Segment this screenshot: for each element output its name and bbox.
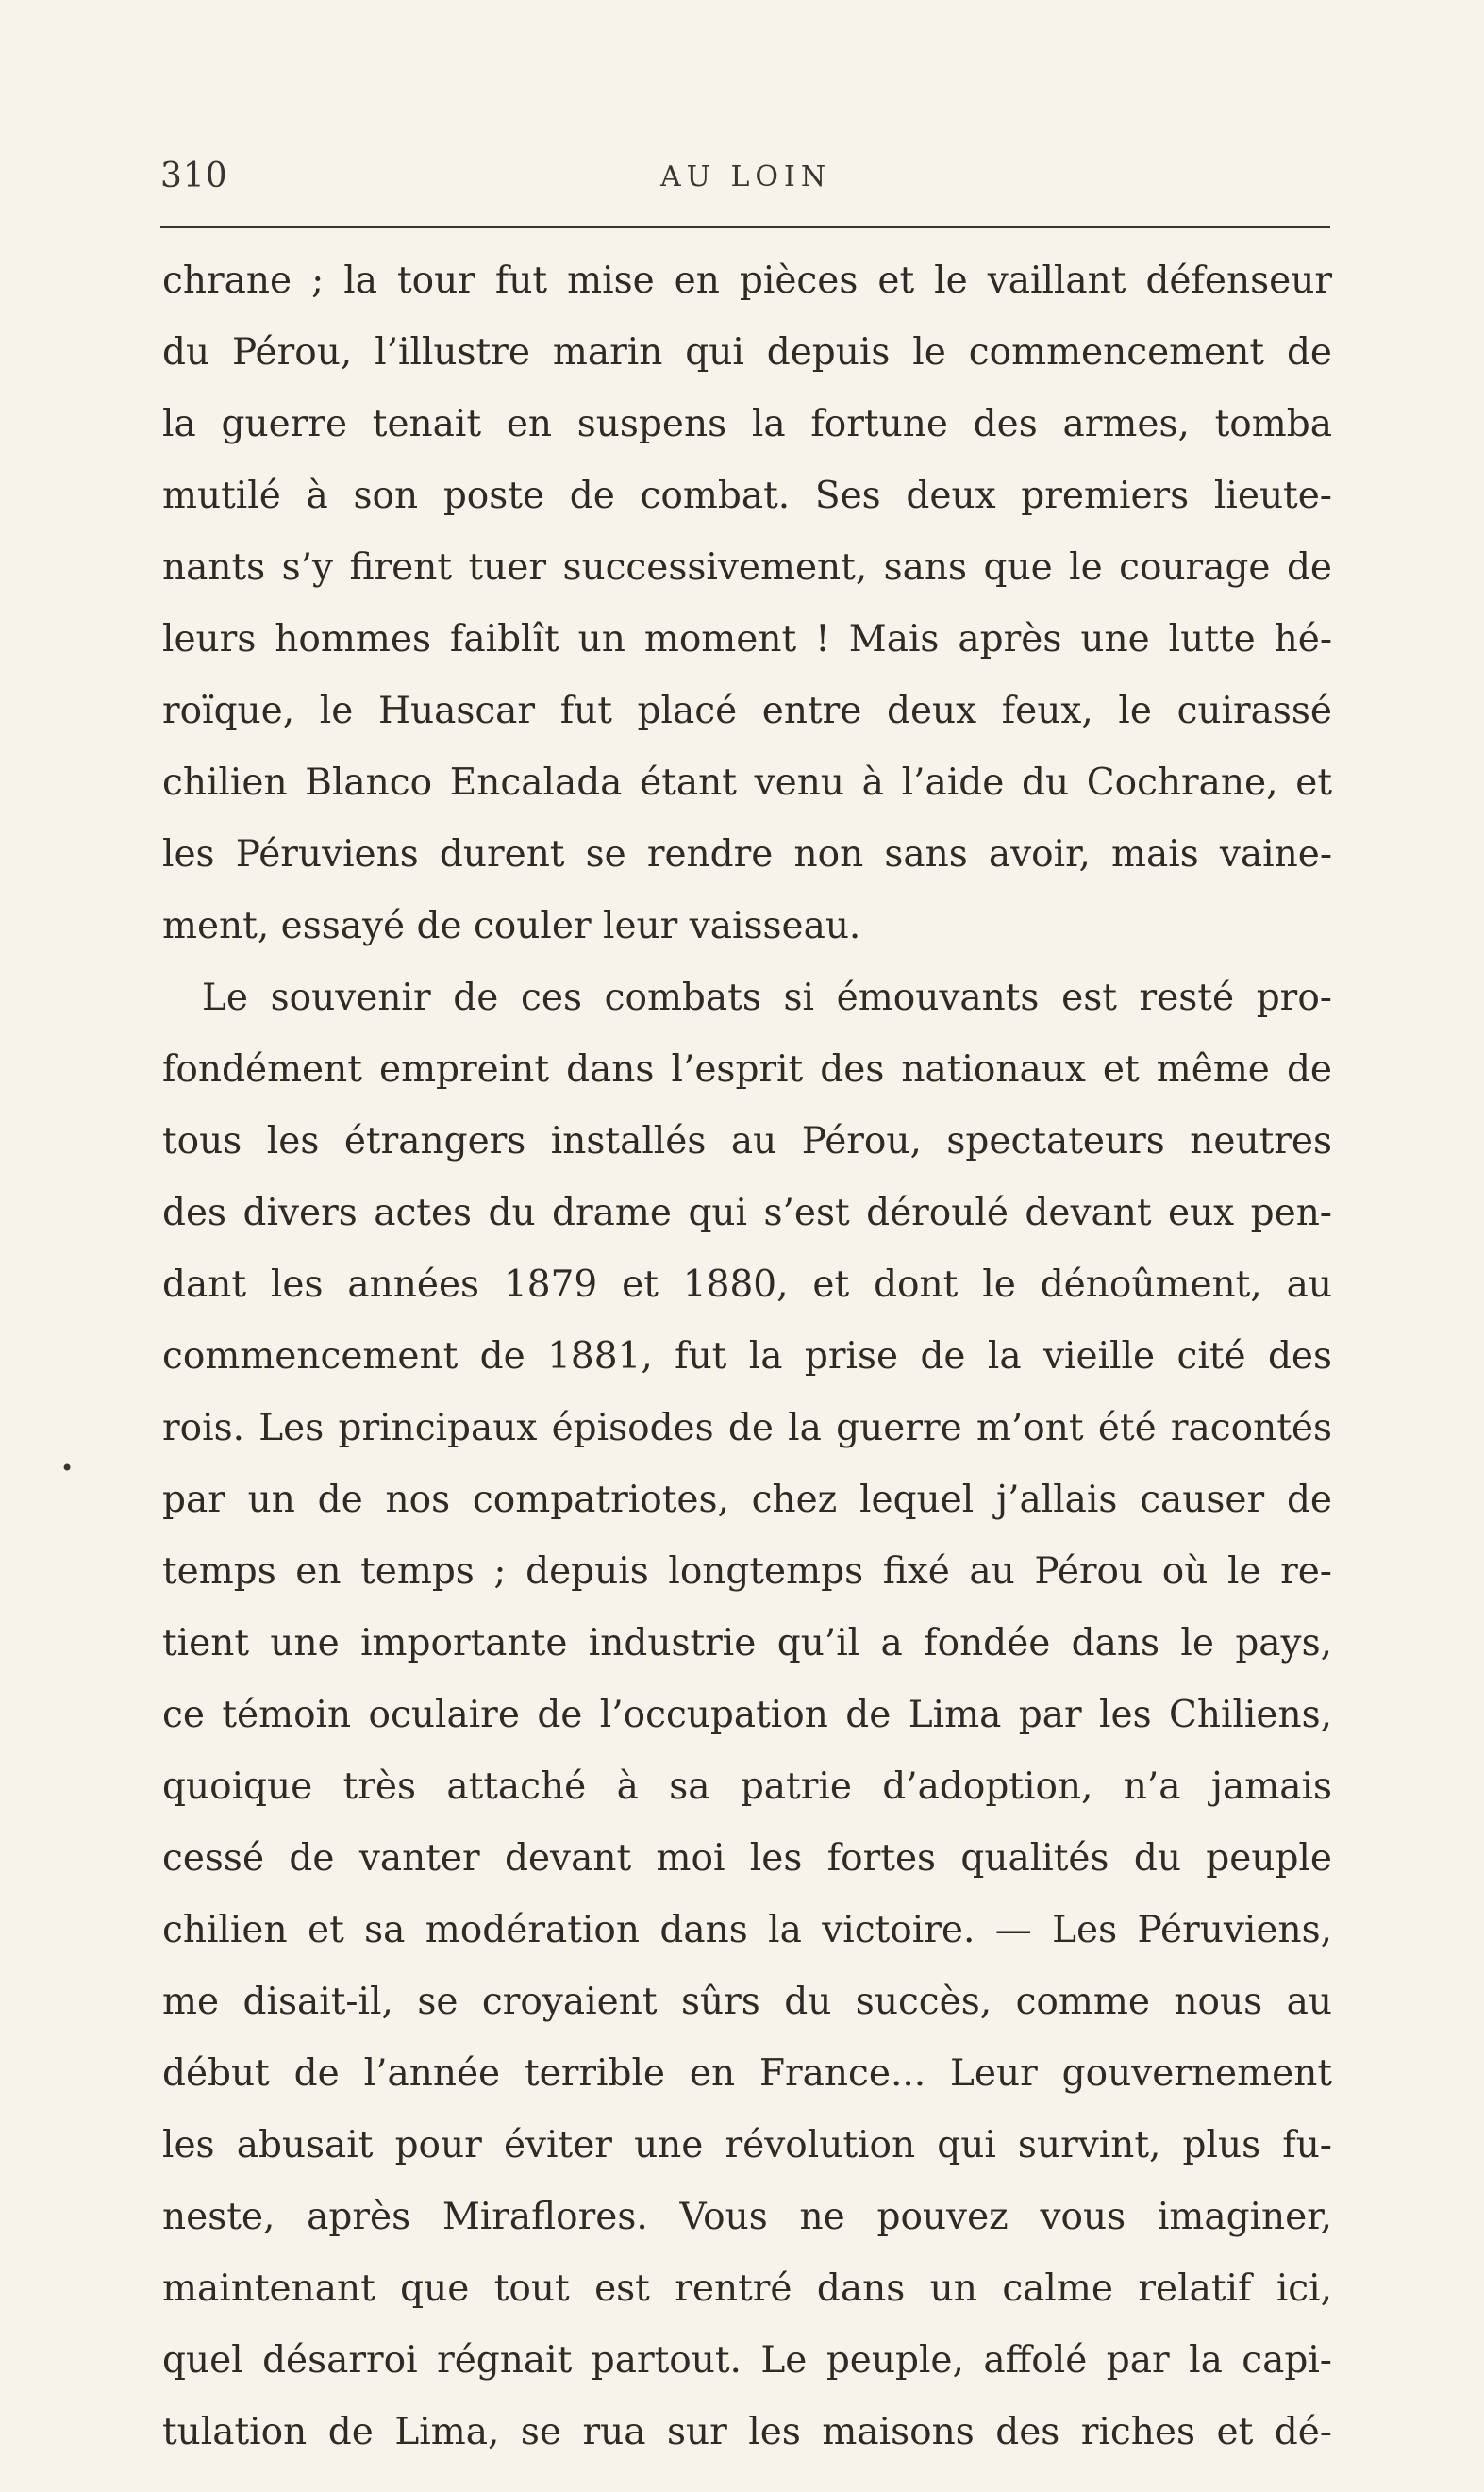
text-line: temps en temps ; depuis longtemps fixé au Pérou où le re- [162,1550,1332,1593]
text-line: neste, après Miraflores. Vous ne pouvez vous imaginer, [162,2196,1332,2238]
text-line: commencement de 1881, fut la prise de la vieille cité des [162,1335,1332,1378]
text-line: chilien et sa modération dans la victoire. — Les Péruviens, [162,1909,1332,1951]
text-line: rois. Les principaux épisodes de la guerre m’ont été racontés [162,1407,1332,1449]
text-line: du Pérou, l’illustre marin qui depuis le commencement de [162,331,1332,374]
text-line: ment, essayé de couler leur vaisseau. [162,905,861,947]
text-line: ce témoin oculaire de l’occupation de Lima par les Chiliens, [162,1694,1332,1736]
text-line: fondément empreint dans l’esprit des nationaux et même de [162,1048,1332,1091]
text-line: tulation de Lima, se rua sur les maisons des riches et dé- [162,2411,1332,2453]
text-line: la guerre tenait en suspens la fortune des armes, tomba [162,403,1332,445]
text-line: les Péruviens durent se rendre non sans avoir, mais vaine- [162,833,1332,876]
header-rule [160,226,1330,228]
body-text [162,245,1332,2468]
text-line: leurs hommes faiblît un moment ! Mais après une lutte hé- [162,618,1332,661]
text-line: quel désarroi régnait partout. Le peuple, affolé par la capi- [162,2339,1332,2382]
text-line: des divers actes du drame qui s’est déroulé devant eux pen- [162,1192,1332,1234]
margin-mark: • [60,1455,75,1481]
text-line: mutilé à son poste de combat. Ses deux premiers lieute- [162,475,1332,517]
text-line: tient une importante industrie qu’il a fondée dans le pays, [162,1622,1332,1664]
text-line: début de l’année terrible en France... Leur gouvernement [162,2052,1332,2095]
text-line: quoique très attaché à sa patrie d’adoption, n’a jamais [162,1765,1332,1808]
text-line: nants s’y firent tuer successivement, sans que le courage de [162,546,1332,589]
text-line: roïque, le Huascar fut placé entre deux feux, le cuirassé [162,690,1332,732]
text-line: par un de nos compatriotes, chez lequel j’allais causer de [162,1479,1332,1521]
text-line: tous les étrangers installés au Pérou, spectateurs neutres [162,1120,1332,1162]
page-number: 310 [160,157,228,195]
text-line: chilien Blanco Encalada étant venu à l’aide du Cochrane, et [162,761,1332,804]
running-title: AU LOIN [660,160,832,193]
text-line: dant les années 1879 et 1880, et dont le dénoûment, au [162,1263,1332,1306]
text-line: chrane ; la tour fut mise en pièces et le vaillant défenseur [162,259,1332,302]
text-line: cessé de vanter devant moi les fortes qualités du peuple [162,1837,1332,1880]
text-line: maintenant que tout est rentré dans un calme relatif ici, [162,2267,1332,2310]
text-line: Le souvenir de ces combats si émouvants est resté pro- [202,977,1332,1019]
text-line: me disait-il, se croyaient sûrs du succès, comme nous au [162,1981,1332,2023]
text-line: les abusait pour éviter une révolution qui survint, plus fu- [162,2124,1332,2166]
